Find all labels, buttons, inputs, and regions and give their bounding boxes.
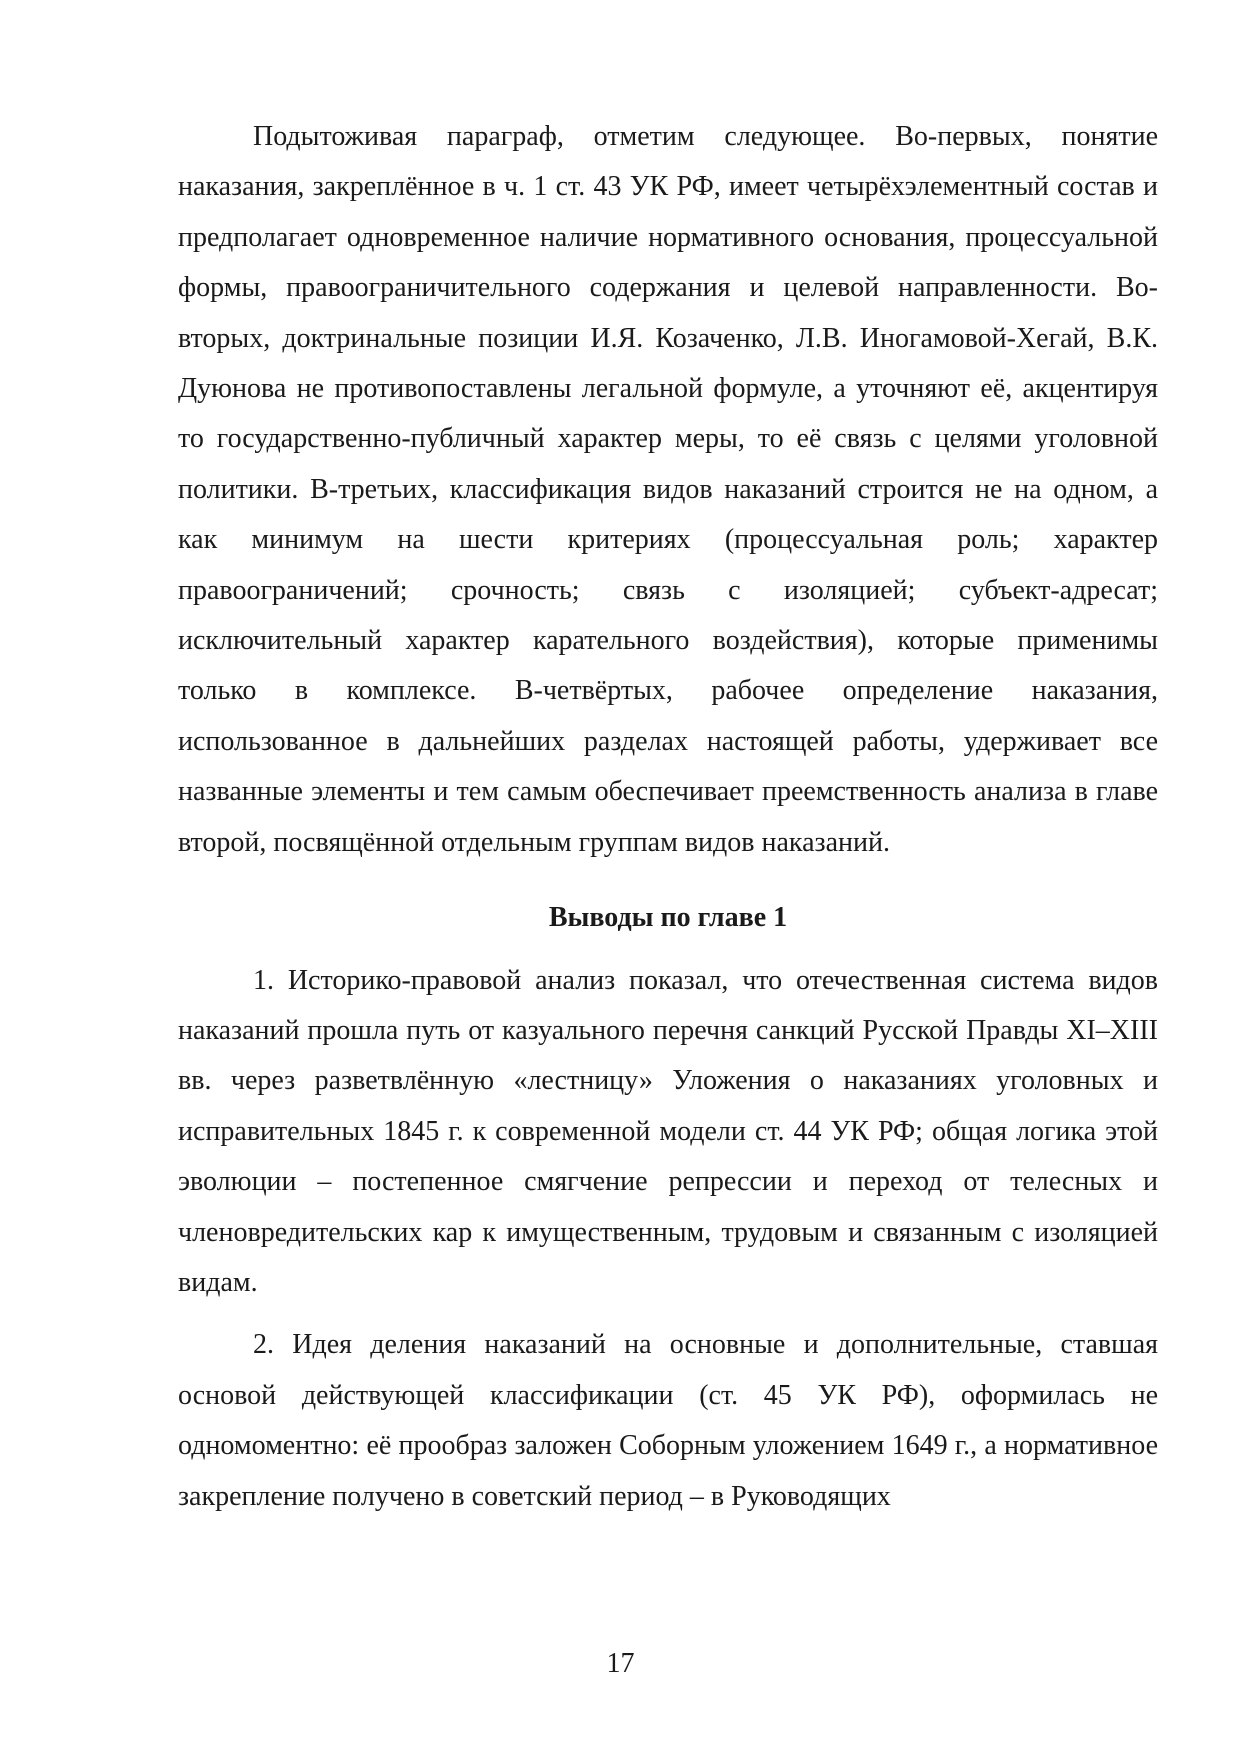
page-number: 17: [606, 1648, 635, 1679]
section-heading: Выводы по главе 1: [548, 902, 788, 934]
page-body: [178, 112, 1158, 1522]
conclusion-paragraph-1: 1. Историко-правовой анализ показал, что отечественная система видов наказаний прошла путь от казуального перечня санкций Русской Правды XI–XIII вв. через разветвлённую «лестницу» Уложения о наказаниях уголовных и исправительных 1845 г. к современной модели ст. 44 УК РФ; общая логика этой эволюции – постепенное смягчение репрессии и переход от телесных и членовредительских кар к имущественным, трудовым и связанным с изоляцией видам.: [178, 964, 1158, 1298]
paragraph-chapter-summary: Подытоживая параграф, отметим следующее. Во-первых, понятие наказания, закреплённое в ч. 1 ст. 43 УК РФ, имеет четырёхэлементный состав и предполагает одновременное наличие нормативного основания, процессуальной формы, правоограничительного содержания и целевой направленности. Во-вторых, доктринальные позиции И.Я. Козаченко, Л.В. Иногамовой-Хегай, В.К. Дуюнова не противопоставлены легальной формуле, а уточняют её, акцентируя то государственно-публичный характер меры, то её связь с целями уголовной политики. В-третьих, классификация видов наказаний строится не на одном, а как минимум на шести критериях (процессуальная роль; характер правоограничений; срочность; связь с изоляцией; субъект-адресат; исключительный характер карательного воздействия), которые применимы только в комплексе. В-четвёртых, рабочее определение наказания, использованное в дальнейших разделах настоящей работы, удерживает все названные элементы и тем самым обеспечивает преемственность анализа в главе второй, посвящённой отдельным группам видов наказаний.: [178, 121, 1158, 858]
conclusion-paragraph-2: 2. Идея деления наказаний на основные и дополнительные, ставшая основой действующей классификации (ст. 45 УК РФ), оформилась не одномоментно: её прообраз заложен Соборным уложением 1649 г., а нормативное закрепление получено в советский период – в Руководящих: [178, 1329, 1158, 1512]
